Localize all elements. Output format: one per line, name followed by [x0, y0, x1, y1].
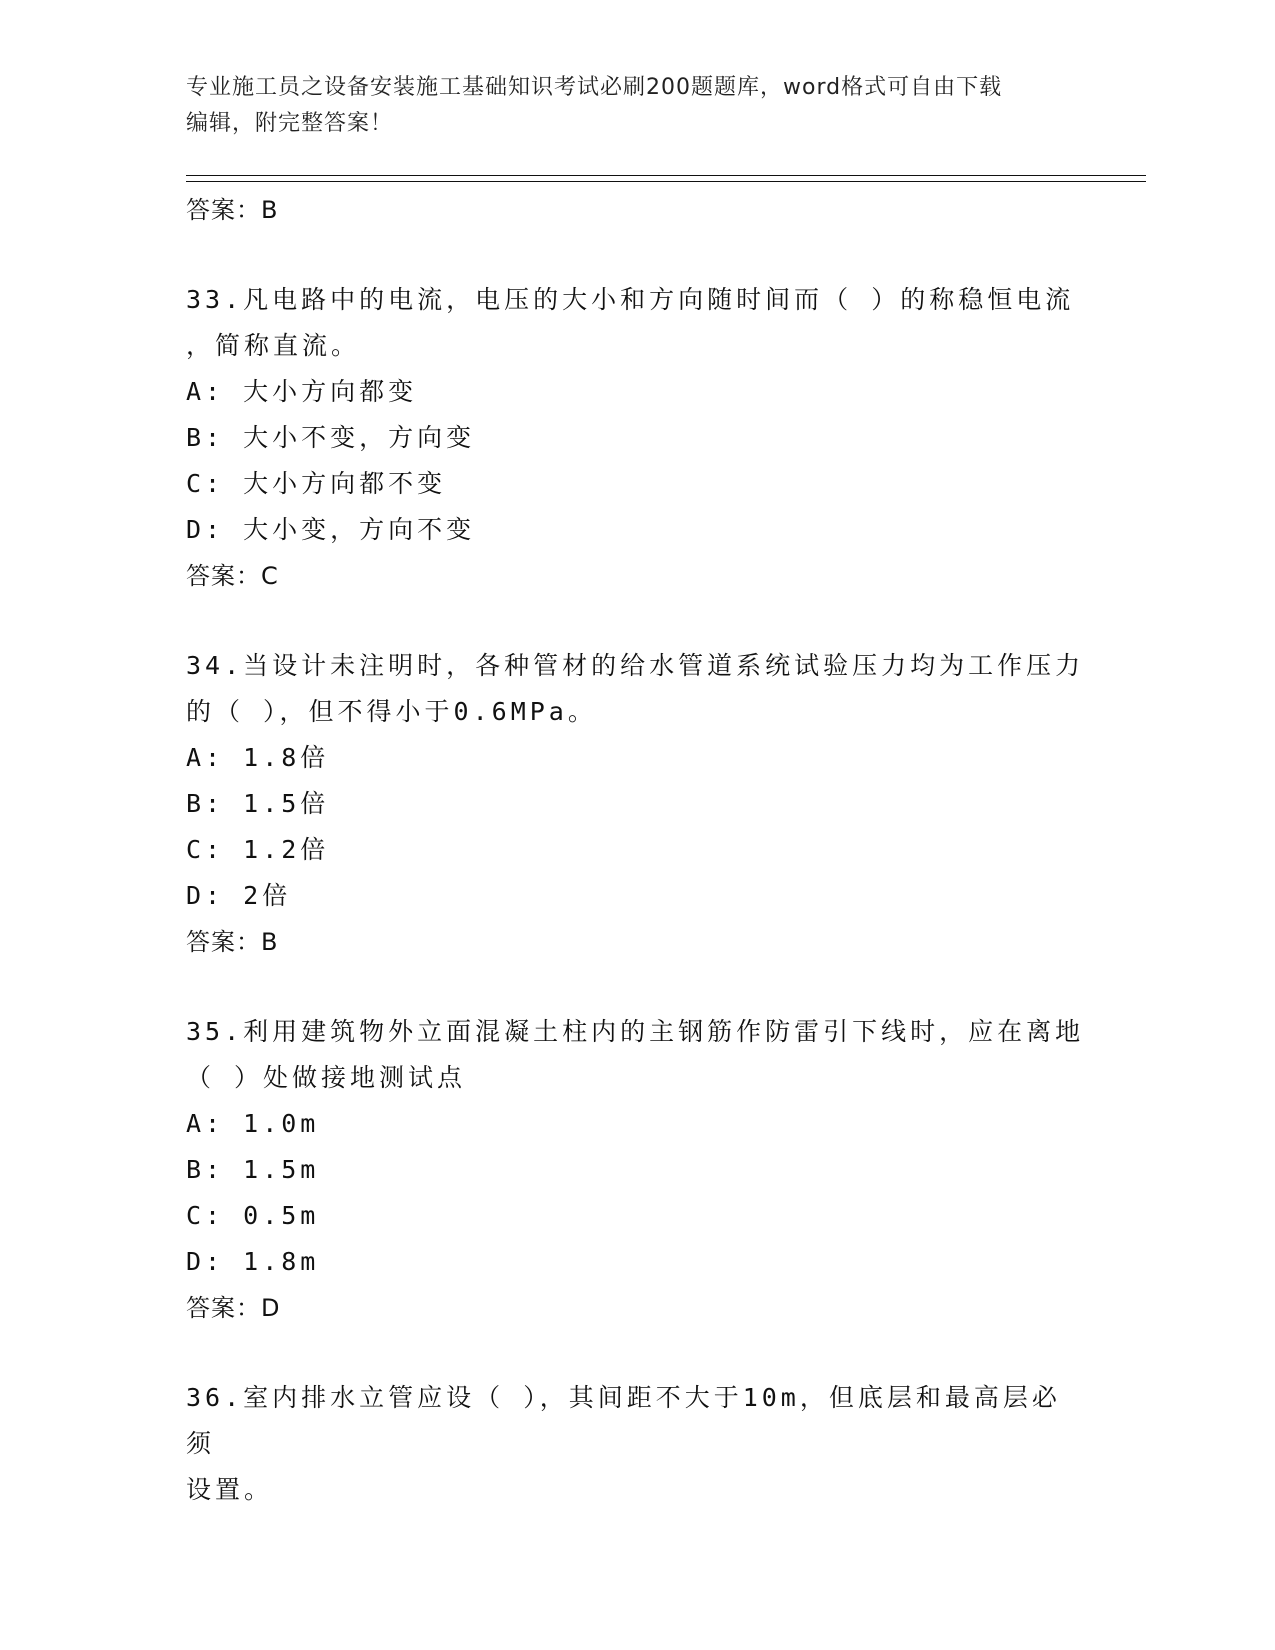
header-divider-top — [186, 175, 1146, 176]
option-a: A: 1.0m — [186, 1109, 320, 1138]
option-c: C: 大小方向都不变 — [186, 469, 447, 498]
option-a: A: 1.8倍 — [186, 743, 330, 772]
question-36 — [186, 1375, 1086, 1513]
question-33 — [186, 277, 1086, 599]
document-header — [186, 70, 1086, 142]
question-text-line: 的（ ），但不得小于0.6MPa。 — [186, 697, 597, 726]
header-title-line-2: 编辑，附完整答案！ — [186, 111, 394, 136]
answer-line: 答案：B — [186, 196, 279, 224]
header-title-line-1: 专业施工员之设备安装施工基础知识考试必刷200题题库，word格式可自由下载 — [186, 75, 1003, 100]
option-d: D: 1.8m — [186, 1247, 320, 1276]
option-c: C: 1.2倍 — [186, 835, 330, 864]
option-b: B: 1.5倍 — [186, 789, 330, 818]
option-d: D: 大小变，方向不变 — [186, 515, 476, 544]
question-text-line: 33.凡电路中的电流，电压的大小和方向随时间而（ ）的称稳恒电流 — [186, 285, 1075, 314]
question-text-line: 34.当设计未注明时，各种管材的给水管道系统试验压力均为工作压力 — [186, 651, 1085, 680]
option-b: B: 大小不变，方向变 — [186, 423, 476, 452]
question-text-line: 36.室内排水立管应设（ ），其间距不大于10m，但底层和最高层必须 — [186, 1383, 1061, 1458]
header-divider-bottom — [186, 181, 1146, 182]
question-text-line: 设置。 — [186, 1475, 274, 1504]
answer-line: 答案：C — [186, 562, 279, 590]
question-34 — [186, 643, 1086, 965]
question-text-line: ，简称直流。 — [186, 331, 361, 360]
question-list — [186, 187, 1086, 1513]
question-text-line: （ ）处做接地测试点 — [186, 1063, 467, 1092]
option-a: A: 大小方向都变 — [186, 377, 418, 406]
option-d: D: 2倍 — [186, 881, 292, 910]
option-c: C: 0.5m — [186, 1201, 320, 1230]
question-text-line: 35.利用建筑物外立面混凝土柱内的主钢筋作防雷引下线时，应在离地 — [186, 1017, 1085, 1046]
option-b: B: 1.5m — [186, 1155, 320, 1184]
answer-line: 答案：D — [186, 1294, 281, 1322]
answer-line: 答案：B — [186, 928, 279, 956]
question-35 — [186, 1009, 1086, 1331]
